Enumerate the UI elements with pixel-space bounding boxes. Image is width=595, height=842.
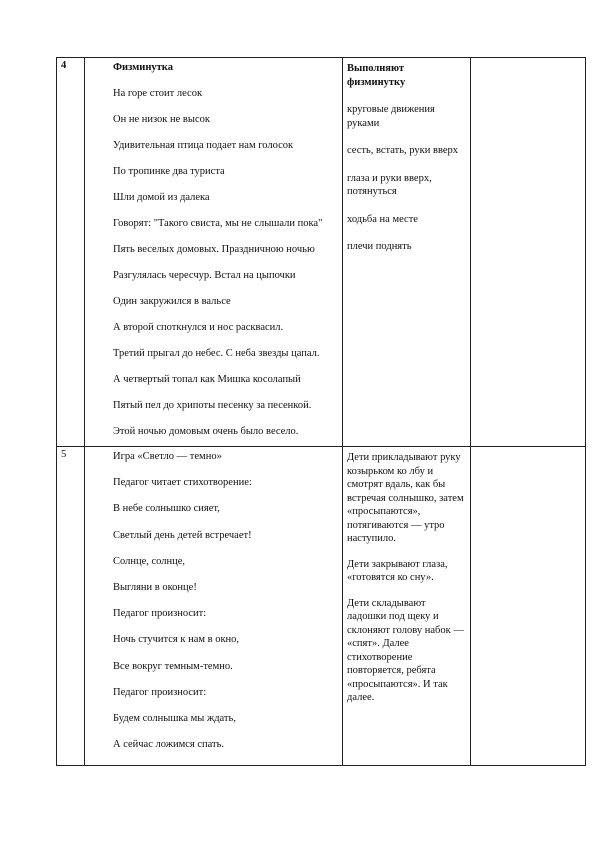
poem-line: По тропинке два туриста xyxy=(113,166,225,177)
empty-cell xyxy=(471,58,586,447)
poem-line: Педагог читает стихотворение: xyxy=(113,477,252,489)
empty-cell xyxy=(471,447,586,766)
poem-line: Третий прыгал до небес. С неба звезды цапал. xyxy=(113,348,320,359)
poem-line: Удивительная птица подает нам голосок xyxy=(113,140,294,151)
poem-line: А сейчас ложимся спать. xyxy=(113,739,225,751)
poem-line: Разгулялась чересчур. Встал на цыпочки xyxy=(113,270,296,281)
action-title: Выполняют физминутку xyxy=(347,63,406,88)
poem-line: Педагог произносит: xyxy=(113,686,207,698)
poem-line: Все вокруг темным-темно. xyxy=(113,660,233,672)
content-cell xyxy=(85,58,343,447)
poem-line: Говорят: "Такого свиста, мы не слышали пока" xyxy=(113,218,323,229)
row-number: 4 xyxy=(61,60,67,71)
lesson-table xyxy=(56,57,586,766)
poem-line: Пять веселых домовых. Праздничною ночью xyxy=(113,244,315,255)
poem-line: Выгляни в оконце! xyxy=(113,581,197,593)
poem-line: Один закружился в вальсе xyxy=(113,296,231,307)
action-text: сесть, встать, руки вверх xyxy=(347,145,459,156)
row-number-cell xyxy=(57,447,85,766)
poem-line: А второй споткнулся и нос расквасил. xyxy=(113,322,284,333)
poem-line: Шли домой из далека xyxy=(113,192,210,203)
poem-line: Педагог произносит: xyxy=(113,608,207,620)
action-text: глаза и руки вверх, потянуться xyxy=(347,172,432,197)
action-cell xyxy=(343,447,471,766)
poem-line: В небе солнышко сияет, xyxy=(113,503,220,515)
content-cell xyxy=(85,447,343,766)
poem-line: Пятый пел до хрипоты песенку за песенкой. xyxy=(113,400,312,411)
poem-line: Ночь стучится к нам в окно, xyxy=(113,634,240,646)
section-title: Игра «Светло — темно» xyxy=(113,451,222,462)
action-text: плечи поднять xyxy=(347,241,412,252)
poem-line: Будем солнышка мы ждать, xyxy=(113,712,236,724)
table-row xyxy=(57,58,586,447)
row-number: 5 xyxy=(61,449,67,460)
table-row xyxy=(57,447,586,766)
action-text: Дети закрывают глаза, «готовятся ко сну». xyxy=(347,558,448,583)
section-title: Физминутка xyxy=(113,62,173,73)
action-text: ходьба на месте xyxy=(347,213,418,225)
poem-line: Он не низок не высок xyxy=(113,114,210,125)
poem-line: Солнце, солнце, xyxy=(113,555,186,567)
row-number-cell xyxy=(57,58,85,447)
poem-line: А четвертый топал как Мишка косолапый xyxy=(113,374,301,385)
action-text: Дети складывают ладошки под щеку и склоняют голову набок — «спят». Далее стихотворение повторяется, ребята «просыпаются». И так далее. xyxy=(347,597,464,703)
action-text: Дети прикладывают руку козырьком ко лбу и смотрят вдаль, как бы встречая солнышко, затем «просыпаются», потягиваются — утро наступило. xyxy=(347,452,464,544)
poem-line: На горе стоит лесок xyxy=(113,88,203,99)
action-cell xyxy=(343,58,471,447)
poem-line: Этой ночью домовым очень было весело. xyxy=(113,426,299,437)
action-text: круговые движения руками xyxy=(347,104,435,129)
poem-line: Светлый день детей встречает! xyxy=(113,529,252,541)
